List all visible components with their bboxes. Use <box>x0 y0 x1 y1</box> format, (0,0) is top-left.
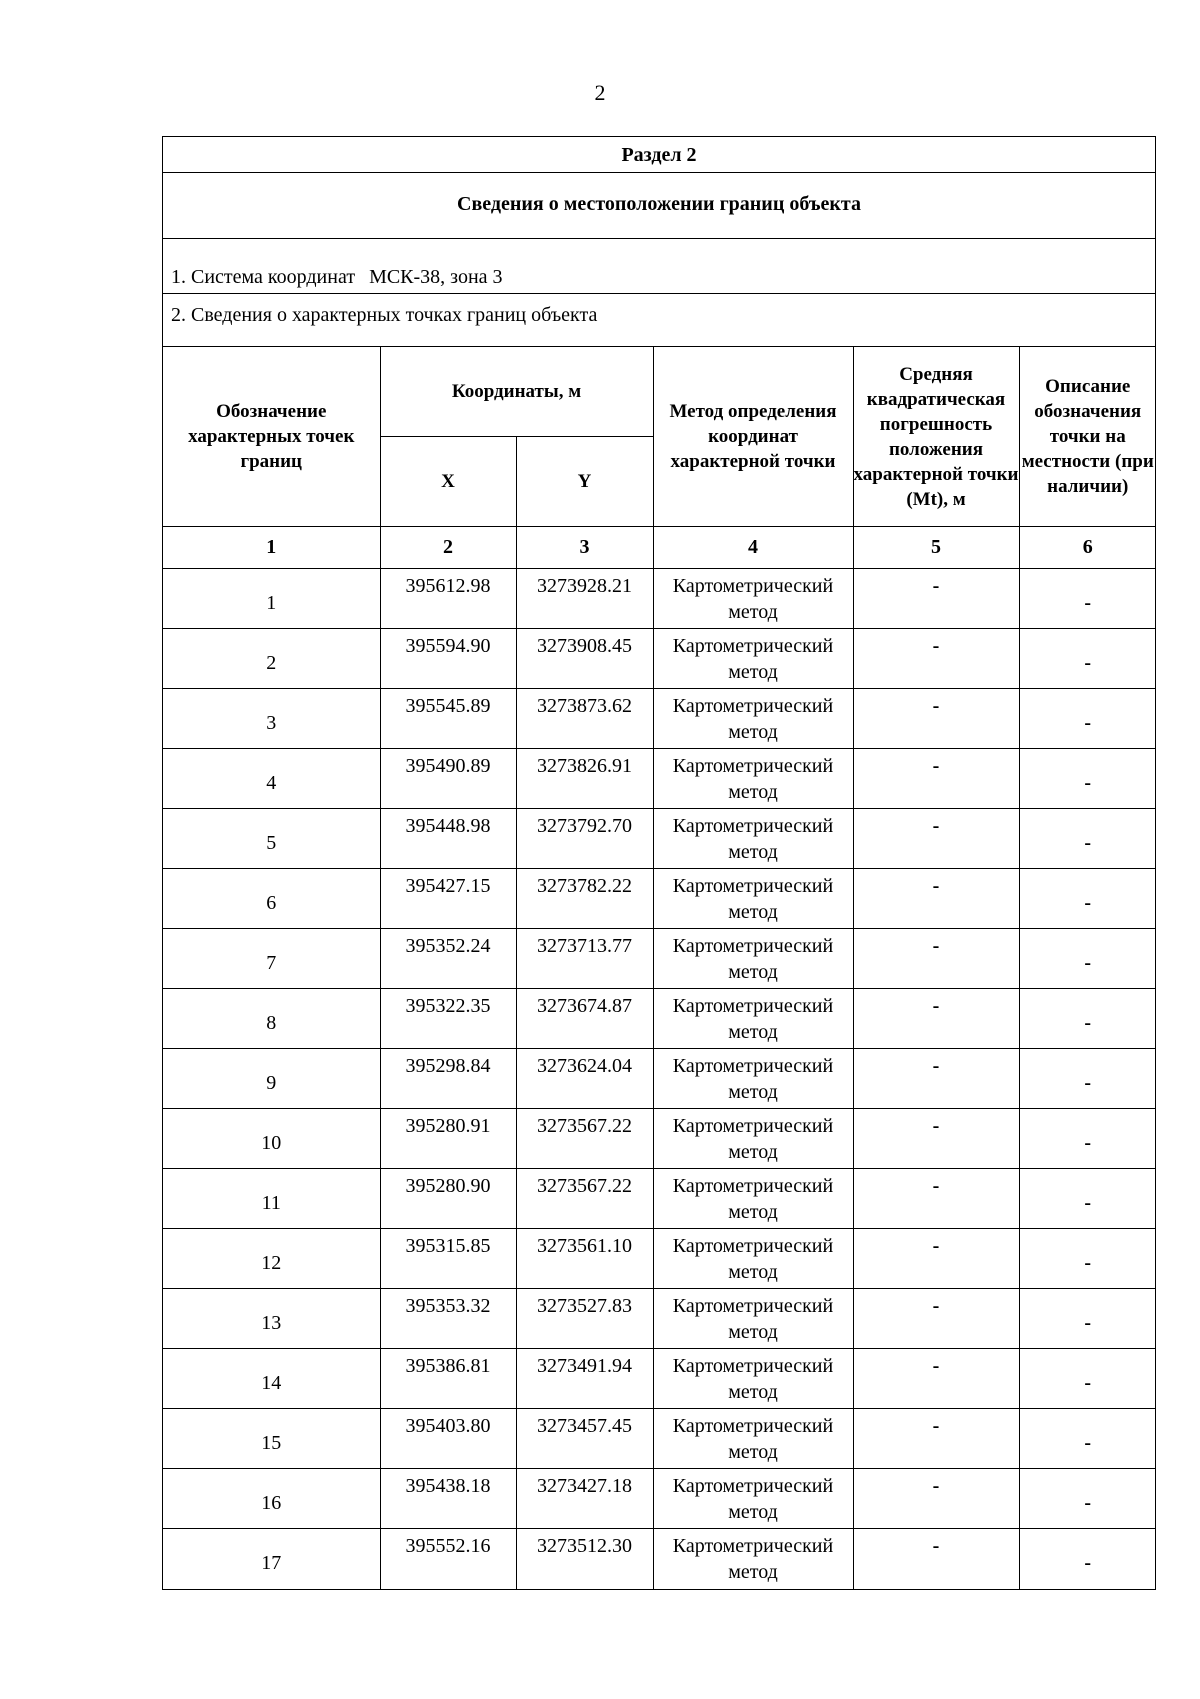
table-row <box>163 1469 1156 1529</box>
mean-square-error: - <box>853 1349 1019 1409</box>
coordinate-y: 3273792.70 <box>516 809 653 869</box>
table-row <box>163 1049 1156 1109</box>
point-description: - <box>1019 1049 1156 1109</box>
coordinate-y: 3273908.45 <box>516 629 653 689</box>
mean-square-error: - <box>853 1049 1019 1109</box>
point-description: - <box>1019 1109 1156 1169</box>
header-method: Метод определения координат характерной точки <box>653 347 853 527</box>
coordinate-x: 395280.90 <box>380 1169 516 1229</box>
point-id: 11 <box>163 1169 380 1229</box>
coordinate-y: 3273427.18 <box>516 1469 653 1529</box>
mean-square-error: - <box>853 1289 1019 1349</box>
determination-method: Картометрический метод <box>653 869 853 929</box>
table-row <box>163 569 1156 629</box>
table-row <box>163 629 1156 689</box>
determination-method: Картометрический метод <box>653 929 853 989</box>
mean-square-error: - <box>853 929 1019 989</box>
point-id: 17 <box>163 1529 380 1589</box>
point-description: - <box>1019 569 1156 629</box>
page-number: 2 <box>594 80 606 105</box>
header-x: X <box>380 437 516 527</box>
coordinate-y: 3273567.22 <box>516 1109 653 1169</box>
coordinate-x: 395386.81 <box>380 1349 516 1409</box>
table-row <box>163 749 1156 809</box>
point-id: 16 <box>163 1469 380 1529</box>
determination-method: Картометрический метод <box>653 629 853 689</box>
header-error: Средняя квадратическая погрешность положения характерной точки (Mt), м <box>853 347 1019 527</box>
point-id: 4 <box>163 749 380 809</box>
coordinate-y: 3273567.22 <box>516 1169 653 1229</box>
table-row <box>163 869 1156 929</box>
mean-square-error: - <box>853 1229 1019 1289</box>
point-description: - <box>1019 869 1156 929</box>
mean-square-error: - <box>853 569 1019 629</box>
coordinate-y: 3273713.77 <box>516 929 653 989</box>
mean-square-error: - <box>853 689 1019 749</box>
point-id: 10 <box>163 1109 380 1169</box>
determination-method: Картометрический метод <box>653 1169 853 1229</box>
coordinate-x: 395403.80 <box>380 1409 516 1469</box>
coordinate-y: 3273561.10 <box>516 1229 653 1289</box>
determination-method: Картометрический метод <box>653 809 853 869</box>
point-id: 7 <box>163 929 380 989</box>
determination-method: Картометрический метод <box>653 989 853 1049</box>
header-coordinates: Координаты, м <box>380 347 653 437</box>
point-id: 5 <box>163 809 380 869</box>
table-row <box>163 1409 1156 1469</box>
determination-method: Картометрический метод <box>653 1409 853 1469</box>
point-description: - <box>1019 1229 1156 1289</box>
coordinate-system-label: 1. Система координат <box>171 266 356 288</box>
table-row <box>163 989 1156 1049</box>
column-number: 5 <box>853 527 1019 569</box>
point-id: 3 <box>163 689 380 749</box>
coordinate-x: 395280.91 <box>380 1109 516 1169</box>
point-description: - <box>1019 1169 1156 1229</box>
point-id: 1 <box>163 569 380 629</box>
coordinate-x: 395352.24 <box>380 929 516 989</box>
point-description: - <box>1019 1469 1156 1529</box>
coordinate-x: 395315.85 <box>380 1229 516 1289</box>
column-number: 2 <box>380 527 516 569</box>
determination-method: Картометрический метод <box>653 1289 853 1349</box>
mean-square-error: - <box>853 629 1019 689</box>
section-title: Раздел 2 <box>163 137 1155 173</box>
table-row <box>163 1349 1156 1409</box>
column-number: 4 <box>653 527 853 569</box>
point-id: 9 <box>163 1049 380 1109</box>
points-table <box>163 346 1156 1589</box>
point-description: - <box>1019 929 1156 989</box>
point-description: - <box>1019 1349 1156 1409</box>
point-id: 12 <box>163 1229 380 1289</box>
table-row <box>163 1229 1156 1289</box>
point-description: - <box>1019 749 1156 809</box>
coordinate-x: 395298.84 <box>380 1049 516 1109</box>
coordinate-x: 395490.89 <box>380 749 516 809</box>
coordinate-y: 3273782.22 <box>516 869 653 929</box>
mean-square-error: - <box>853 1529 1019 1589</box>
document-heading: Сведения о местоположении границ объекта <box>163 173 1155 239</box>
determination-method: Картометрический метод <box>653 1109 853 1169</box>
coordinate-system-line <box>163 239 1155 294</box>
mean-square-error: - <box>853 1169 1019 1229</box>
table-row <box>163 809 1156 869</box>
table-row <box>163 1529 1156 1589</box>
header-designation: Обозначение характерных точек границ <box>163 347 380 527</box>
determination-method: Картометрический метод <box>653 749 853 809</box>
column-number: 3 <box>516 527 653 569</box>
determination-method: Картометрический метод <box>653 569 853 629</box>
coordinate-y: 3273512.30 <box>516 1529 653 1589</box>
column-number: 6 <box>1019 527 1156 569</box>
mean-square-error: - <box>853 989 1019 1049</box>
coordinate-y: 3273491.94 <box>516 1349 653 1409</box>
point-id: 2 <box>163 629 380 689</box>
boundary-sheet <box>162 136 1156 1590</box>
coordinate-x: 395612.98 <box>380 569 516 629</box>
point-description: - <box>1019 629 1156 689</box>
coordinate-x: 395448.98 <box>380 809 516 869</box>
point-id: 6 <box>163 869 380 929</box>
mean-square-error: - <box>853 809 1019 869</box>
coordinate-y: 3273527.83 <box>516 1289 653 1349</box>
determination-method: Картометрический метод <box>653 1529 853 1589</box>
point-description: - <box>1019 1409 1156 1469</box>
table-row <box>163 689 1156 749</box>
point-description: - <box>1019 989 1156 1049</box>
coordinate-system-value: МСК-38, зона 3 <box>369 266 503 288</box>
coordinate-y: 3273873.62 <box>516 689 653 749</box>
coordinate-x: 395322.35 <box>380 989 516 1049</box>
mean-square-error: - <box>853 1469 1019 1529</box>
determination-method: Картометрический метод <box>653 1229 853 1289</box>
mean-square-error: - <box>853 869 1019 929</box>
coordinate-x: 395427.15 <box>380 869 516 929</box>
points-heading: 2. Сведения о характерных точках границ объекта <box>171 304 598 326</box>
coordinate-x: 395438.18 <box>380 1469 516 1529</box>
coordinate-x: 395552.16 <box>380 1529 516 1589</box>
coordinate-x: 395353.32 <box>380 1289 516 1349</box>
point-description: - <box>1019 1529 1156 1589</box>
coordinate-y: 3273674.87 <box>516 989 653 1049</box>
column-number: 1 <box>163 527 380 569</box>
mean-square-error: - <box>853 1409 1019 1469</box>
point-id: 14 <box>163 1349 380 1409</box>
determination-method: Картометрический метод <box>653 1469 853 1529</box>
coordinate-y: 3273624.04 <box>516 1049 653 1109</box>
table-row <box>163 1289 1156 1349</box>
points-table-body <box>163 569 1156 1589</box>
mean-square-error: - <box>853 749 1019 809</box>
point-description: - <box>1019 689 1156 749</box>
point-id: 13 <box>163 1289 380 1349</box>
table-row <box>163 1109 1156 1169</box>
determination-method: Картометрический метод <box>653 1049 853 1109</box>
point-description: - <box>1019 1289 1156 1349</box>
coordinate-x: 395594.90 <box>380 629 516 689</box>
coordinate-x: 395545.89 <box>380 689 516 749</box>
table-row <box>163 1169 1156 1229</box>
mean-square-error: - <box>853 1109 1019 1169</box>
coordinate-y: 3273928.21 <box>516 569 653 629</box>
coordinate-y: 3273457.45 <box>516 1409 653 1469</box>
coordinate-y: 3273826.91 <box>516 749 653 809</box>
determination-method: Картометрический метод <box>653 689 853 749</box>
header-y: Y <box>516 437 653 527</box>
point-description: - <box>1019 809 1156 869</box>
point-id: 8 <box>163 989 380 1049</box>
determination-method: Картометрический метод <box>653 1349 853 1409</box>
point-id: 15 <box>163 1409 380 1469</box>
header-description: Описание обозначения точки на местности (при наличии) <box>1019 347 1156 527</box>
table-row <box>163 929 1156 989</box>
